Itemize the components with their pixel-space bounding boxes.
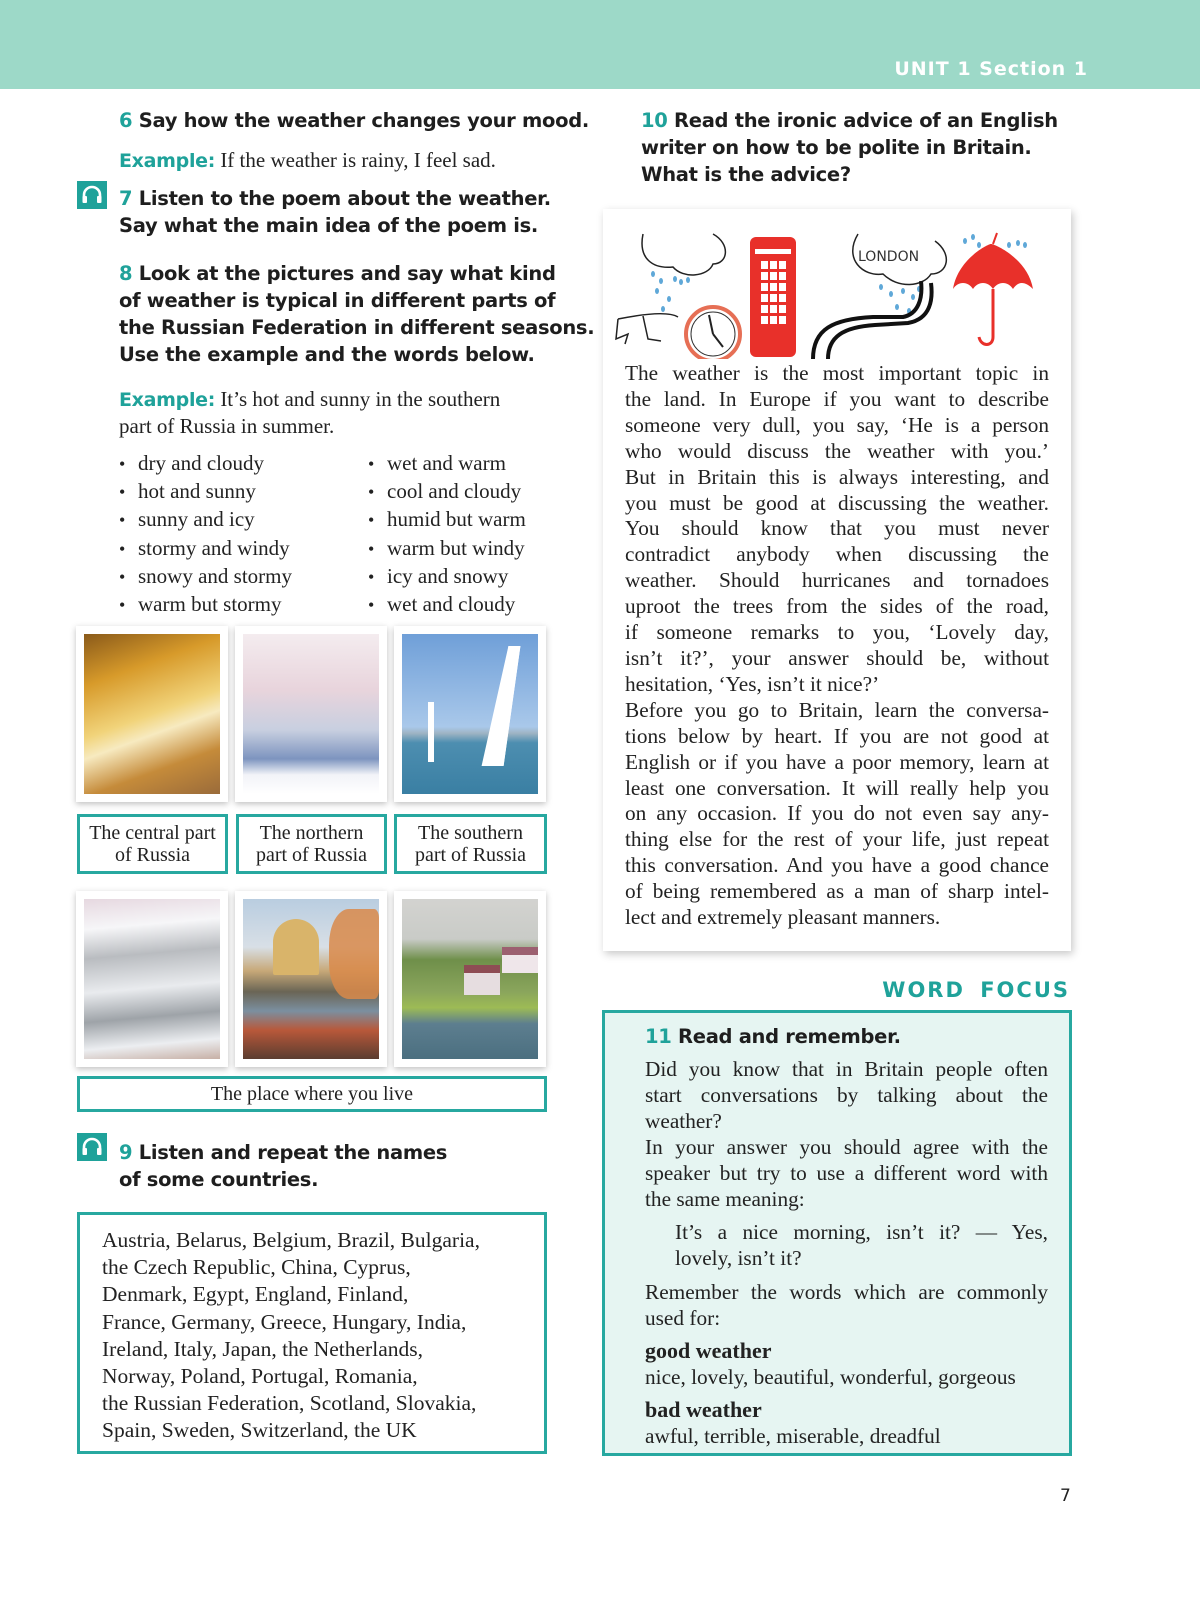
list-item: • hot and sunny [119, 478, 292, 506]
task-line: Say what the main idea of the poem is. [119, 214, 539, 237]
countries-line: France, Germany, Greece, Hungary, India, [102, 1309, 467, 1334]
example-label: Example: [119, 389, 216, 411]
caption-northern [236, 814, 387, 874]
countries-box [77, 1212, 547, 1454]
task-number: 6 [119, 109, 133, 132]
countries-line: Ireland, Italy, Japan, the Netherlands, [102, 1336, 423, 1361]
photo-image [402, 899, 538, 1059]
photo-cathedral [235, 891, 387, 1067]
text-line: the same meaning: [645, 1187, 805, 1211]
text-line: Did you know that in Britain people often [645, 1057, 1048, 1081]
reading-line: But in Britain this is always interesting, and [625, 464, 1049, 489]
list-item: • stormy and windy [119, 535, 292, 563]
reading-line: on any occasion. If you do not even say any- [625, 801, 1049, 826]
reading-line: who would discuss the weather with you.’ [625, 438, 1049, 463]
photo-snowy-trees [235, 626, 387, 802]
task-line: of some countries. [119, 1168, 319, 1191]
text-line: speaker but try to use a different word with [645, 1161, 1048, 1185]
reading-line: least one conversation. It will really help you [625, 775, 1049, 800]
task-8-example [119, 386, 500, 439]
headphones-icon[interactable] [77, 181, 107, 209]
text-line: weather? [645, 1109, 722, 1133]
reading-line: lect and extremely pleasant manners. [625, 905, 941, 930]
task-9-heading [119, 1139, 447, 1193]
photo-snowy-mountain [76, 891, 228, 1067]
list-item: • cool and cloudy [368, 478, 526, 506]
example-label: Example: [119, 150, 216, 172]
example-text: It’s hot and sunny in the southern [220, 387, 501, 411]
caption-line: part of Russia [414, 844, 527, 866]
list-item: • wet and warm [368, 450, 526, 478]
bad-weather-heading: bad weather [645, 1397, 762, 1422]
task-11-heading [645, 1023, 1048, 1050]
bad-weather-words: awful, terrible, miserable, dreadful [645, 1424, 941, 1448]
reading-line: English or if you have a poor memory, learn at [625, 749, 1049, 774]
reading-line: of being remembered as a man of sharp intel- [625, 879, 1049, 904]
telephone-box-icon [750, 237, 796, 357]
task-number: 10 [641, 109, 668, 132]
raindrops-icon [651, 271, 690, 312]
task-line: Use the example and the words below. [119, 343, 535, 366]
reading-line: You should know that you must never [625, 516, 1049, 541]
task-8-heading [119, 260, 594, 368]
london-label: LONDON [858, 249, 920, 265]
task-number: 11 [645, 1025, 672, 1048]
caption-central [77, 814, 228, 874]
list-item: • humid but warm [368, 506, 526, 534]
reading-line: you must be good at discussing the weather. [625, 490, 1049, 515]
example-text: If the weather is rainy, I feel sad. [220, 148, 496, 172]
countries-line: the Russian Federation, Scotland, Slovakia, [102, 1391, 477, 1416]
photo-image [84, 899, 220, 1059]
list-item: • warm but stormy [119, 591, 292, 619]
task-line: of weather is typical in different parts of [119, 289, 556, 312]
reading-line: hesitation, ‘Yes, isn’t it nice?’ [625, 671, 880, 696]
countries-line: Spain, Sweden, Switzerland, the UK [102, 1418, 417, 1443]
cloud-icon [642, 234, 725, 275]
reading-line: thing else for the rest of your life, just repeat [625, 827, 1049, 852]
task-line: Read the ironic advice of an English [674, 109, 1058, 132]
word-focus-title: WORD FOCUS [882, 978, 1070, 1002]
cat-icon [616, 314, 678, 344]
task-7-heading [119, 185, 551, 239]
page-number: 7 [1060, 1486, 1071, 1506]
task-line: writer on how to be polite in Britain. [641, 136, 1032, 159]
good-weather-heading: good weather [645, 1338, 772, 1363]
caption-line: The central part [89, 822, 216, 844]
list-item: • dry and cloudy [119, 450, 292, 478]
header-band [0, 0, 1200, 89]
photo-image [402, 634, 538, 794]
reading-line: uproot the trees from the sides of the road, [625, 594, 1049, 619]
reading-line: this conversation. And you have a good chance [625, 853, 1049, 878]
text-line: In your answer you should agree with the [645, 1135, 1048, 1159]
caption-line: of Russia [115, 844, 190, 866]
weather-words-right [368, 450, 526, 619]
text-line: Remember the words which are commonly [645, 1280, 1048, 1304]
photo-image [84, 634, 220, 794]
task-line: Listen to the poem about the weather. [138, 187, 551, 210]
clock-icon [686, 307, 740, 359]
list-item: • warm but windy [368, 535, 526, 563]
caption-line: part of Russia [255, 844, 368, 866]
photo-autumn-alley [76, 626, 228, 802]
countries-line: Austria, Belarus, Belgium, Brazil, Bulgaria, [102, 1228, 480, 1252]
caption-line: The place where you live [210, 1083, 414, 1105]
good-weather-words: nice, lovely, beautiful, wonderful, gorgeous [645, 1365, 1016, 1389]
text-line: used for: [645, 1306, 721, 1330]
text-line: start conversations by talking about the [645, 1083, 1048, 1107]
photo-image [243, 899, 379, 1059]
dialogue-example [645, 1219, 1048, 1271]
word-focus-box [602, 1010, 1072, 1456]
caption-line: The southern [418, 822, 523, 844]
reading-line: The weather is the most important topic in [625, 361, 1049, 385]
countries-line: Denmark, Egypt, England, Finland, [102, 1282, 409, 1307]
caption-line: The northern [259, 822, 364, 844]
reading-text [625, 361, 1049, 931]
reading-line: isn’t it?’, your answer should be, without [625, 645, 1049, 670]
reading-line: weather. Should hurricanes and tornadoes [625, 568, 1049, 593]
text-line: It’s a nice morning, isn’t it? — Yes, [675, 1220, 1048, 1244]
list-item: • snowy and stormy [119, 563, 292, 591]
task-10-heading [641, 107, 1058, 188]
reading-line: the land. In Europe if you want to describe [625, 386, 1049, 411]
list-item: • wet and cloudy [368, 591, 526, 619]
unit-section-label: UNIT 1 Section 1 [894, 58, 1088, 80]
caption-southern [394, 814, 547, 874]
reading-card [603, 209, 1071, 951]
reading-line: someone very dull, you say, ‘He is a person [625, 412, 1049, 437]
reading-line: Before you go to Britain, learn the conversa- [625, 697, 1049, 722]
list-item: • icy and snowy [368, 563, 526, 591]
list-item: • sunny and icy [119, 506, 292, 534]
task-number: 7 [119, 187, 133, 210]
task-6-example [119, 147, 496, 174]
text-line: lovely, isn’t it? [675, 1246, 802, 1270]
task-number: 8 [119, 262, 133, 285]
weather-words-left [119, 450, 292, 619]
photo-sailboats [394, 626, 546, 802]
example-text: part of Russia in summer. [119, 414, 335, 438]
task-line: the Russian Federation in different seasons. [119, 316, 595, 339]
reading-line: if someone remarks to you, ‘Lovely day, [625, 620, 1049, 645]
reading-line: tions below by heart. If you are not good at [625, 723, 1049, 748]
headphones-icon[interactable] [77, 1133, 107, 1161]
task-6-heading [119, 107, 589, 134]
photo-image [243, 634, 379, 794]
countries-line: Norway, Poland, Portugal, Romania, [102, 1364, 418, 1389]
umbrella-icon [953, 233, 1033, 345]
task-instruction: Say how the weather changes your mood. [138, 109, 589, 132]
london-weather-illustration [613, 219, 1053, 359]
task-line: Look at the pictures and say what kind [138, 262, 556, 285]
task-instruction: Read and remember. [678, 1025, 901, 1048]
countries-line: the Czech Republic, China, Cyprus, [102, 1255, 411, 1280]
photo-village [394, 891, 546, 1067]
task-number: 9 [119, 1141, 133, 1164]
reading-line: contradict anybody when discussing the [625, 542, 1049, 567]
task-line: Listen and repeat the names [138, 1141, 448, 1164]
caption-place-you-live [77, 1076, 547, 1112]
task-line: What is the advice? [641, 163, 851, 186]
